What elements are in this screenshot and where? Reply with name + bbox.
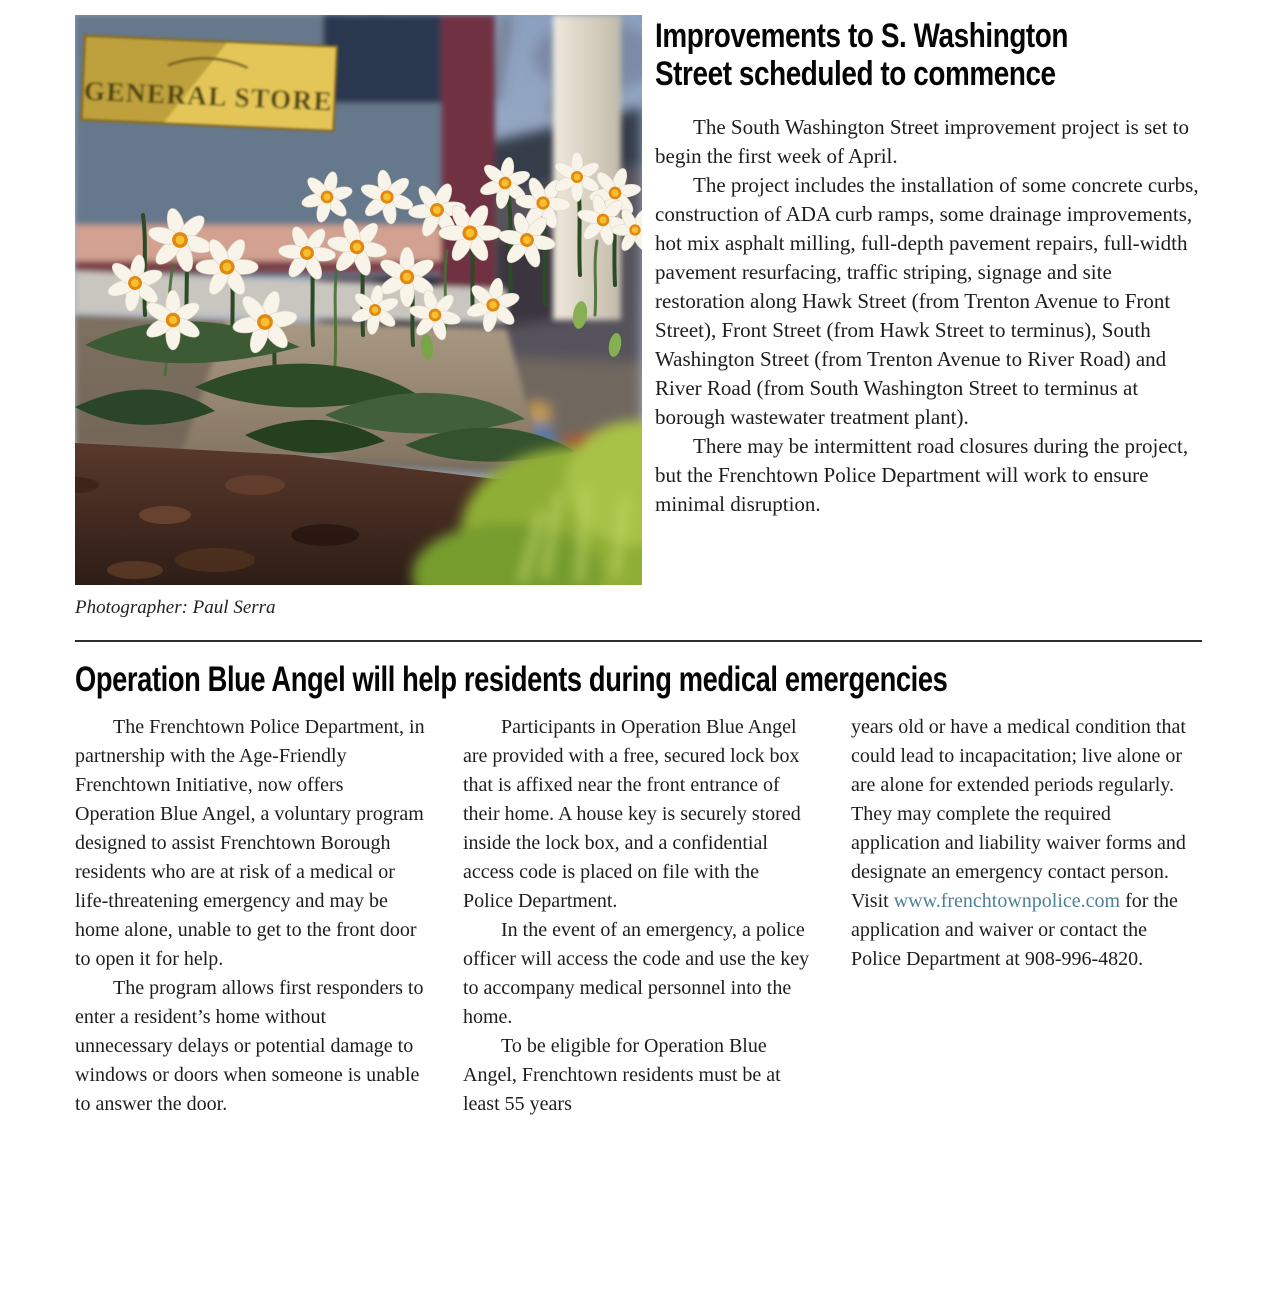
general-store-sign-text: GENERAL STORE xyxy=(83,75,334,117)
article2-paragraph: The program allows first responders to enter a resident’s home without unnecessary delays or potential damage to windows or doors when someone is unable to answer the door. xyxy=(75,977,424,1115)
article1-paragraph: The project includes the installation of some concrete curbs, construction of ADA curb ramps, some drainage improvements, hot mix asphalt milling, full-depth pavement repairs, full-width pavement resurfacing, traffic striping, signage and site restoration along Hawk Street (from Trenton Avenue to Front Street), Front Street (from Hawk Street to terminus), South Washington Street (from Trenton Avenue to River Road) and River Road (from South Washington Street to terminus at borough wastewater treatment plant). xyxy=(655,173,1199,429)
newsletter-page xyxy=(75,15,1202,1119)
article2-column-2 xyxy=(463,713,813,1119)
article1-paragraph: There may be intermittent road closures during the project, but the Frenchtown Police Department will work to ensure minimal disruption. xyxy=(655,434,1189,516)
article2-paragraph: The Frenchtown Police Department, in partnership with the Age-Friendly Frenchtown Initiative, now offers Operation Blue Angel, a voluntary program designed to assist Frenchtown Borough residents who are at risk of a medical or life-threatening emergency and may be home alone, unable to get to the front door to open it for help. xyxy=(75,716,425,970)
article2-paragraph: To be eligible for Operation Blue Angel, Frenchtown residents must be at least 55 years xyxy=(463,1035,781,1115)
article1-paragraph: The South Washington Street improvement project is set to begin the first week of April. xyxy=(655,115,1190,168)
article2-paragraph xyxy=(851,713,1201,974)
article-operation-blue-angel xyxy=(75,660,1202,1119)
article2-title: Operation Blue Angel will help residents during medical emergencies xyxy=(75,660,948,699)
top-section xyxy=(75,15,1202,585)
daffodils-photo-figure xyxy=(75,15,642,585)
frenchtownpolice-link[interactable]: www.frenchtownpolice.com xyxy=(893,890,1121,912)
general-store-sign xyxy=(81,36,336,131)
article2-column-3 xyxy=(851,713,1201,1119)
section-divider xyxy=(75,640,1202,642)
article2-paragraph: In the event of an emergency, a police officer will access the code and use the key to accompany medical personnel into the home. xyxy=(463,919,810,1028)
photo-caption: Photographer: Paul Serra xyxy=(75,597,276,618)
col3-text-before-link: years old or have a medical condition that could lead to incapacitation; live alone or are alone for extended periods regularly. They may complete the required application and liability waiver forms and designate an emergency contact person. Visit xyxy=(851,716,1186,912)
article2-paragraph: Participants in Operation Blue Angel are provided with a free, secured lock box that is affixed near the front entrance of their home. A house key is securely stored inside the lock box, and a confidential access code is placed on file with the Police Department. xyxy=(463,716,801,912)
article1-title-line1: Improvements to S. Washington xyxy=(655,17,1069,55)
article-street-improvements xyxy=(655,15,1202,519)
article2-column-1 xyxy=(75,713,425,1119)
col3-text-after-link: for the application and waiver or contact the Police Department at 908-996-4820. xyxy=(851,890,1178,970)
daffodils-general-store-photo xyxy=(75,15,642,585)
article2-columns xyxy=(75,713,1202,1119)
article1-title xyxy=(655,17,1202,93)
article1-title-line2: Street scheduled to commence xyxy=(655,55,1056,93)
